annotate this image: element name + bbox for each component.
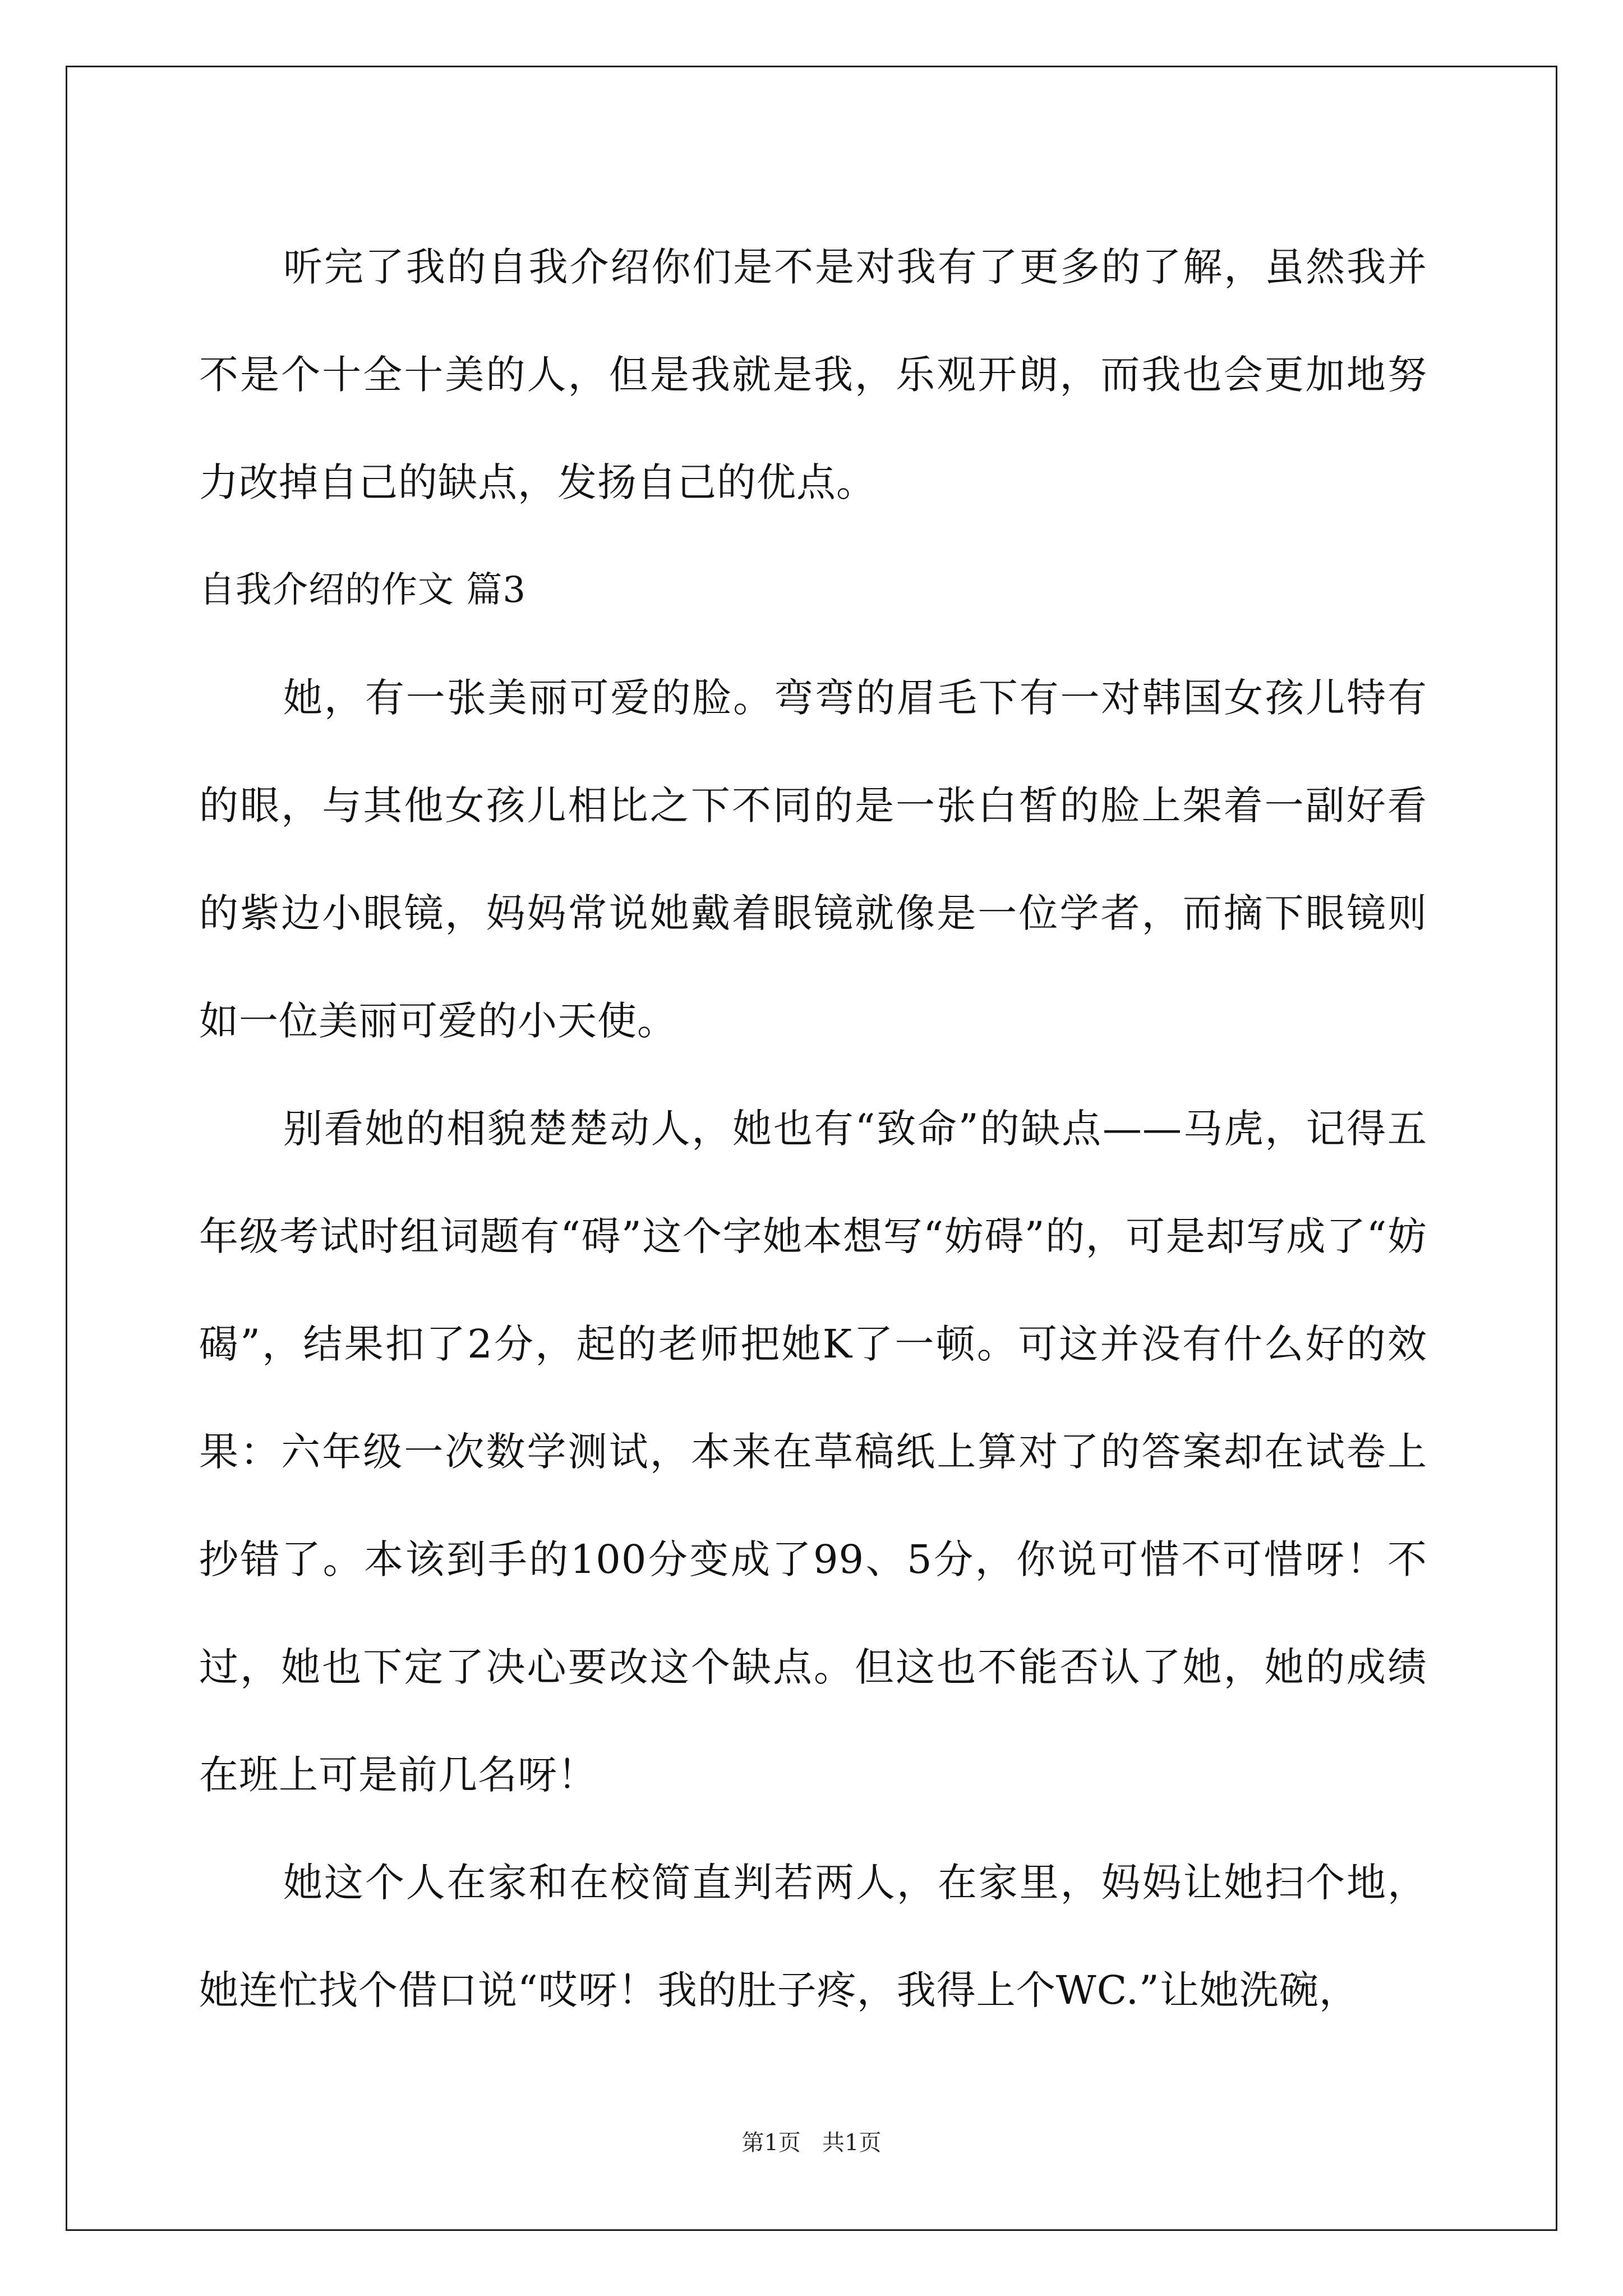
document-body — [199, 213, 1427, 2044]
page-number-footer: 第1页 共1页 — [741, 2130, 882, 2156]
paragraph-intro-conclusion: 听完了我的自我介绍你们是不是对我有了更多的了解，虽然我并不是个十全十美的人，但是我就是我，乐观开朗，而我也会更加地努力改掉自己的缺点，发扬自己的优点。 — [199, 244, 1427, 505]
section-heading: 自我介绍的作文 篇3 — [199, 569, 527, 611]
paragraph-home-school: 她这个人在家和在校简直判若两人，在家里，妈妈让她扫个地，她连忙找个借口说“哎呀！我的肚子疼，我得上个WC.”让她洗碗， — [199, 1860, 1427, 2013]
paragraph-careless: 别看她的相貌楚楚动人，她也有“致命”的缺点——马虎，记得五年级考试时组词题有“碍”这个字她本想写“妨碍”的，可是却写成了“妨碣”，结果扣了2分，起的老师把她K了一顿。可这并没有什么好的效果：六年级一次数学测试，本来在草稿纸上算对了的答案却在试卷上抄错了。本该到手的100分变成了99、5分，你说可惜不可惜呀！不过，她也下定了决心要改这个缺点。但这也不能否认了她，她的成绩在班上可是前几名呀！ — [199, 1106, 1427, 1798]
paragraph-appearance: 她，有一张美丽可爱的脸。弯弯的眉毛下有一对韩国女孩儿特有的眼，与其他女孩儿相比之下不同的是一张白皙的脸上架着一副好看的紫边小眼镜，妈妈常说她戴着眼镜就像是一位学者，而摘下眼镜则如一位美丽可爱的小天使。 — [199, 675, 1427, 1044]
